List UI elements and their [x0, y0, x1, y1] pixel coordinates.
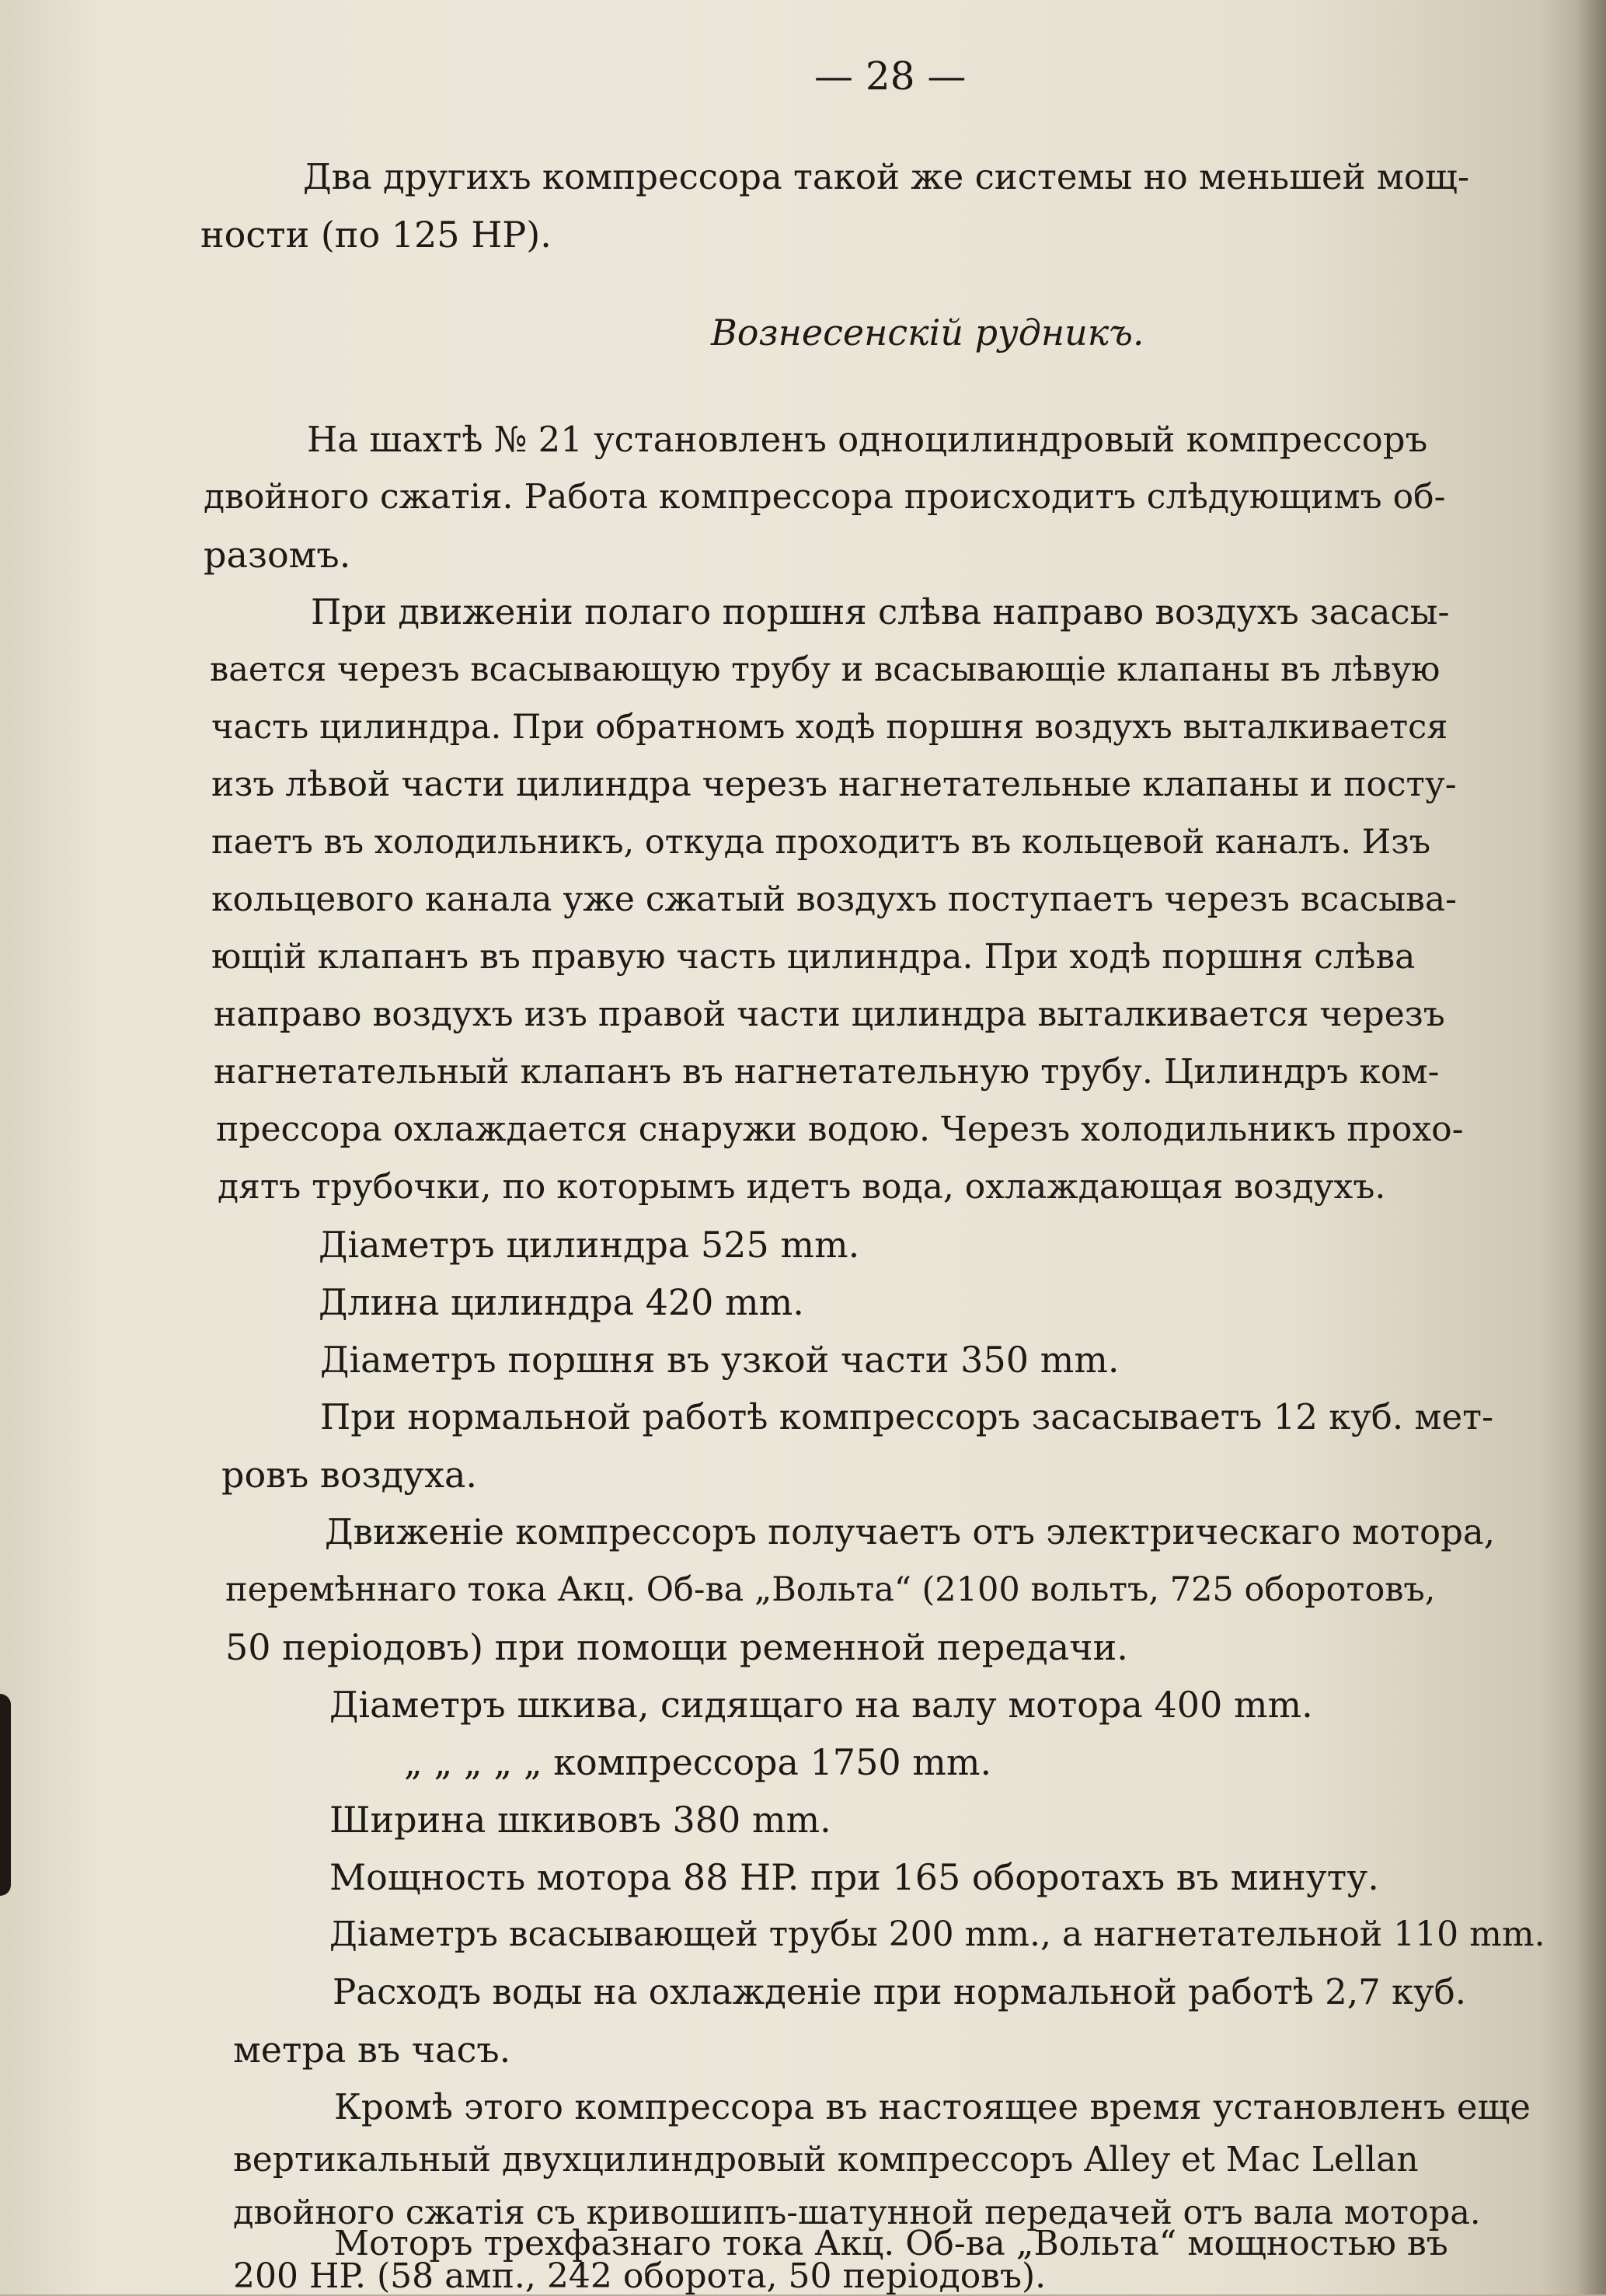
- text-line-29: Діаметръ всасывающей трубы 200 mm., а нагнетательной 110 mm.: [329, 1914, 1545, 1954]
- text-line-16: дятъ трубочки, по которымъ идетъ вода, охлаждающая воздухъ.: [218, 1167, 1386, 1207]
- text-line-23: перемѣннаго тока Акц. Об-ва „Вольта“ (2100 вольтъ, 725 оборотовъ,: [225, 1570, 1436, 1609]
- text-line-30: Расходъ воды на охлажденіе при нормальной работѣ 2,7 куб.: [333, 1971, 1467, 2012]
- text-line-5: разомъ.: [204, 534, 351, 576]
- text-line-32: Кромѣ этого компрессора въ настоящее время установленъ еще: [334, 2086, 1531, 2127]
- text-line-20: При нормальной работѣ компрессоръ засасываетъ 12 куб. мет-: [320, 1396, 1494, 1437]
- text-line-33: вертикальный двухцилиндровый компрессоръ Alley et Mac Lellan: [233, 2140, 1419, 2179]
- text-line-31: метра въ часъ.: [233, 2029, 511, 2071]
- text-line-28: Мощность мотора 88 HP. при 165 оборотахъ въ минуту.: [329, 1856, 1379, 1898]
- text-line-2: ности (по 125 HP).: [200, 214, 552, 256]
- text-line-27: Ширина шкивовъ 380 mm.: [329, 1799, 831, 1841]
- text-line-6: При движеніи полаго поршня слѣва направо воздухъ засасы-: [311, 591, 1450, 632]
- text-line-24: 50 періодовъ) при помощи ременной передачи.: [225, 1626, 1128, 1668]
- text-line-22: Движеніе компрессоръ получаетъ отъ электрическаго мотора,: [325, 1511, 1496, 1552]
- text-line-25: Діаметръ шкива, сидящаго на валу мотора 400 mm.: [329, 1684, 1313, 1726]
- text-line-19: Діаметръ поршня въ узкой части 350 mm.: [320, 1339, 1120, 1381]
- text-line-15: прессора охлаждается снаружи водою. Черезъ холодильникъ прохо-: [216, 1110, 1464, 1149]
- text-line-18: Длина цилиндра 420 mm.: [319, 1281, 804, 1323]
- section-heading: Вознесенскій рудникъ.: [711, 312, 1144, 354]
- text-line-12: ющій клапанъ въ правую часть цилиндра. При ходѣ поршня слѣва: [211, 937, 1416, 977]
- text-line-14: нагнетательный клапанъ въ нагнетательную трубу. Цилиндръ ком-: [214, 1052, 1440, 1092]
- text-line-17: Діаметръ цилиндра 525 mm.: [319, 1224, 860, 1266]
- text-line-36: 200 HP. (58 амп., 242 оборота, 50 періодовъ).: [233, 2256, 1047, 2296]
- text-line-35: Моторъ трехфазнаго тока Акц. Об-ва „Вольта“ мощностью въ: [334, 2224, 1448, 2263]
- text-line-34: двойного сжатія съ кривошипъ-шатунной передачей отъ вала мотора.: [233, 2193, 1481, 2232]
- text-line-3: На шахтѣ № 21 установленъ одноцилиндровый компрессоръ: [307, 419, 1428, 460]
- text-line-9: изъ лѣвой части цилиндра черезъ нагнетательные клапаны и посту-: [211, 765, 1457, 804]
- text-line-21: ровъ воздуха.: [221, 1454, 477, 1496]
- text-line-10: паетъ въ холодильникъ, откуда проходитъ въ кольцевой каналъ. Изъ: [211, 823, 1431, 862]
- text-line-26: „ „ „ „ „ компрессора 1750 mm.: [404, 1741, 992, 1783]
- text-line-7: вается черезъ всасывающую трубу и всасывающіе клапаны въ лѣвую: [210, 650, 1441, 689]
- text-line-11: кольцевого канала уже сжатый воздухъ поступаетъ черезъ всасыва-: [211, 880, 1458, 919]
- text-line-8: часть цилиндра. При обратномъ ходѣ поршня воздухъ выталкивается: [211, 708, 1448, 747]
- text-line-4: двойного сжатія. Работа компрессора происходитъ слѣдующимъ об-: [204, 477, 1446, 517]
- text-line-13: направо воздухъ изъ правой части цилиндра выталкивается черезъ: [214, 995, 1445, 1034]
- text-line-1: Два другихъ компрессора такой же системы но меньшей мощ-: [303, 156, 1470, 197]
- page-number: — 28 —: [814, 54, 967, 99]
